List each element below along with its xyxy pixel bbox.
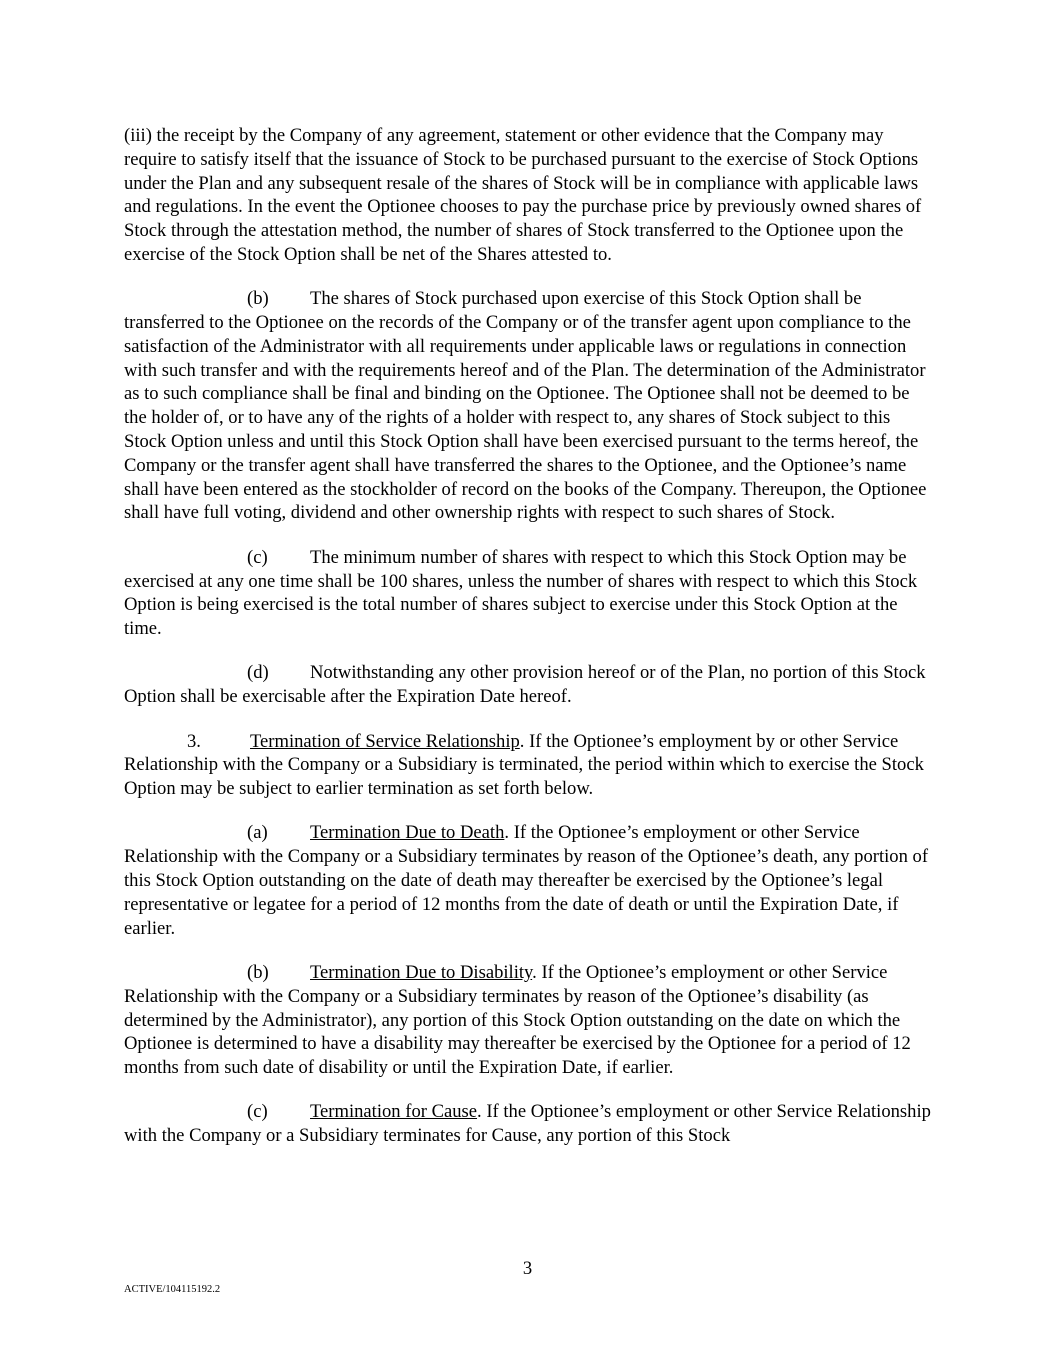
paragraph-label: (c): [247, 546, 268, 568]
paragraph-text: (iii) the receipt by the Company of any agreement, statement or other evidence that the Company may require to satisfy itself that the issuance of Stock to be purchased pursuant to the exercise of Stock Options under the Plan and any subsequent resale of the shares of Stock will be in compliance with applicable laws and regulations. In the event the Optionee chooses to pay the purchase price by previously owned shares of Stock through the attestation method, the number of shares of Stock transferred to the Optionee upon the exercise of the Stock Option shall be net of the Shares attested to.: [124, 125, 922, 265]
paragraph-2d: [124, 661, 936, 709]
paragraph-label: (d): [247, 662, 269, 684]
paragraph-text: The minimum number of shares with respect to which this Stock Option may be exercised at any one time shall be 100 shares, unless the number of shares with respect to which this Stock Option is being exercised is the total number of shares subject to exercise under this Stock Option at the time.: [124, 546, 918, 640]
paragraph-text: . If the Optionee’s employment or other Service Relationship with the Company or a Subsidiary terminates for Cause, any portion of this Stock: [124, 1101, 931, 1147]
paragraph-2b: [124, 287, 936, 525]
paragraph-text: . If the Optionee’s employment or other Service Relationship with the Company or a Subsidiary terminates by reason of the Optionee’s death, any portion of this Stock Option outstanding on the date of death may thereafter be exercised by the Optionee’s legal representative or legatee for a period of 12 months from the date of death or until the Expiration Date, if earlier.: [124, 822, 929, 939]
paragraph-3c: [124, 1100, 936, 1148]
paragraph-text: Notwithstanding any other provision hereof or of the Plan, no portion of this Stock Option shall be exercisable after the Expiration Date hereof.: [124, 662, 926, 708]
paragraph-3a: [124, 821, 936, 940]
paragraph-heading: Termination Due to Disability: [310, 961, 533, 983]
paragraph-heading: Termination Due to Death: [310, 822, 505, 844]
section-label: 3.: [187, 730, 201, 752]
section-text: . If the Optionee’s employment by or other Service Relationship with the Company or a Subsidiary is terminated, the period within which to exercise the Stock Option may be subject to earlier termination as set forth below.: [124, 730, 924, 800]
paragraph-label: (c): [247, 1101, 268, 1123]
paragraph-label: (a): [247, 822, 268, 844]
paragraph-text: . If the Optionee’s employment or other Service Relationship with the Company or a Subsidiary terminates by reason of the Optionee’s disability (as determined by the Administrator), any portion of this Stock Option outstanding on the date on which the Optionee is determined to have a disability may thereafter be exercised by the Optionee for a period of 12 months from such date of disability or until the Expiration Date, if earlier.: [124, 961, 911, 1079]
paragraph-heading: Termination for Cause: [310, 1101, 478, 1123]
paragraph-2c: [124, 546, 936, 641]
document-id: ACTIVE/104115192.2: [124, 1284, 221, 1295]
paragraph-3b: [124, 961, 936, 1080]
paragraph-label: (b): [247, 961, 269, 983]
paragraph-text: The shares of Stock purchased upon exercise of this Stock Option shall be transferred to the Optionee on the records of the Company or of the transfer agent upon compliance to the satisfaction of the Administrator with all requirements under applicable laws or regulations in connection with such transfer and with the requirements hereof and of the Plan. The determination of the Administrator as to such compliance shall be final and binding on the Optionee. The Optionee shall not be deemed to be the holder of, or to have any of the rights of a holder with respect to, any shares of Stock subject to this Stock Option unless and until this Stock Option shall have been exercised pursuant to the terms hereof, the Company or the transfer agent shall have transferred the shares to the Optionee, and the Optionee’s name shall have been entered as the stockholder of record on the books of the Company. Thereupon, the Optionee shall have full voting, dividend and other ownership rights with respect to such shares of Stock.: [124, 288, 927, 524]
paragraph-label: (b): [247, 288, 269, 310]
document-body: [124, 124, 936, 1148]
section-heading: Termination of Service Relationship: [250, 730, 520, 752]
paragraph-iii: [124, 124, 936, 267]
section-3: [124, 730, 936, 801]
page-number: 3: [522, 1258, 533, 1279]
